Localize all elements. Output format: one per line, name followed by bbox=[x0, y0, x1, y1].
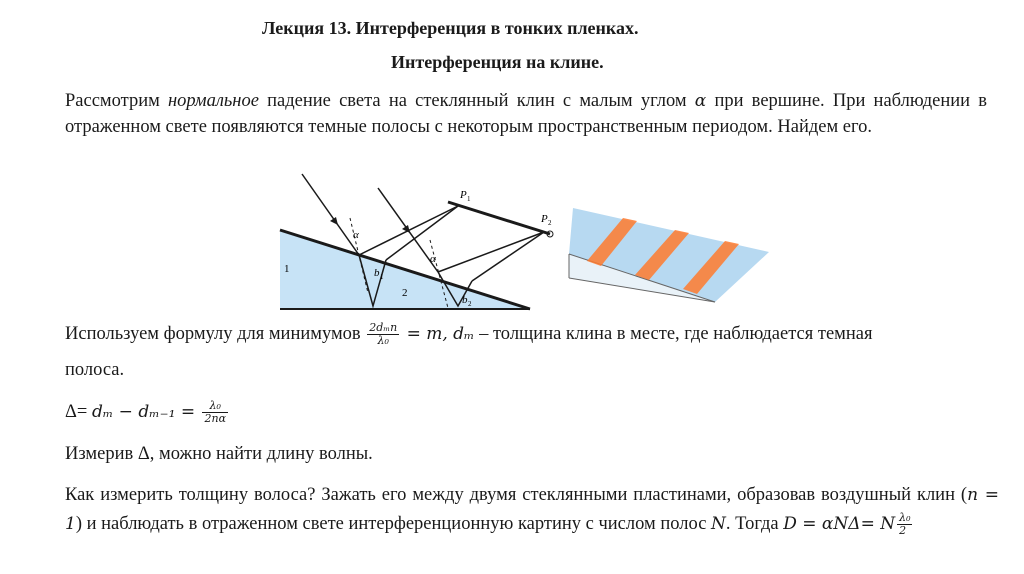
intro-alpha: α bbox=[694, 91, 707, 111]
reflected-ray-2a bbox=[438, 232, 544, 272]
label-b1-sub: 1 bbox=[380, 273, 384, 281]
hair-text-2: ) и наблюдать в отраженном свете интерференционную картину с числом полос bbox=[75, 514, 712, 534]
hair-text-3: . Тогда bbox=[725, 514, 784, 534]
wedge-ray-diagram bbox=[278, 168, 560, 314]
min-formula-line bbox=[65, 322, 873, 347]
intro-italic-word: нормальное bbox=[168, 91, 259, 111]
delta-lhs: Δ= bbox=[65, 401, 92, 422]
min-formula-desc: – толщина клина в месте, где наблюдается темная bbox=[474, 323, 873, 344]
min-formula-continuation: полоса. bbox=[65, 360, 125, 380]
screen-line bbox=[448, 202, 550, 234]
hair-text-1: Как измерить толщину волоса? Зажать его между двумя стеклянными пластинами, образовав воздушный клин ( bbox=[65, 485, 968, 505]
delta-expr: dₘ − dₘ₋₁ = bbox=[91, 401, 201, 422]
hair-formula: D = αNΔ= N bbox=[783, 514, 896, 534]
min-formula-fraction bbox=[367, 322, 399, 347]
reflected-ray-1a bbox=[359, 206, 458, 255]
hair-fraction bbox=[897, 512, 912, 537]
label-alpha-2: α bbox=[430, 253, 436, 265]
intro-text-2: падение света на стеклянный клин с малым углом bbox=[258, 91, 695, 111]
delta-fraction bbox=[202, 400, 228, 425]
min-formula-equals: = m, bbox=[401, 323, 454, 344]
reflected-ray-2b bbox=[472, 232, 544, 281]
min-fraction-num: 2dₘn bbox=[369, 321, 398, 334]
hair-fraction-den: 2 bbox=[899, 524, 907, 538]
delta-fraction-num: λ₀ bbox=[202, 400, 228, 413]
wedge-fringe-illustration bbox=[565, 206, 775, 304]
hair-N: N bbox=[711, 514, 726, 534]
label-b1: b bbox=[374, 267, 380, 279]
intro-paragraph bbox=[65, 88, 987, 140]
label-p2: P bbox=[541, 213, 548, 225]
hair-paragraph bbox=[65, 481, 999, 539]
lecture-title: Лекция 13. Интерференция в тонких пленках. bbox=[262, 18, 639, 38]
label-alpha-1: α bbox=[353, 229, 359, 241]
min-fraction-den: λ₀ bbox=[377, 334, 389, 347]
delta-formula-line bbox=[65, 400, 230, 425]
intro-text-1: Рассмотрим bbox=[65, 91, 168, 111]
section-subtitle: Интерференция на клине. bbox=[391, 52, 604, 72]
label-p1: P bbox=[460, 189, 467, 201]
label-b2: b bbox=[462, 294, 468, 306]
min-formula-intro: Используем формулу для минимумов bbox=[65, 323, 366, 344]
delta-fraction-den: 2nα bbox=[204, 412, 226, 425]
label-medium-2: 2 bbox=[402, 287, 408, 299]
min-formula-dm: dₘ bbox=[453, 323, 475, 344]
label-p2-sub: 2 bbox=[548, 219, 552, 227]
intro-text-3: при вершине. При наблюдении в отраженном свете появляются темные полосы с некоторым пространственным периодом. Найдем его. bbox=[65, 91, 987, 137]
measure-line: Измерив Δ, можно найти длину волны. bbox=[65, 444, 373, 464]
hair-n-eq: n = 1 bbox=[65, 485, 999, 534]
hair-fraction-num: λ₀ bbox=[899, 511, 911, 525]
label-b2-sub: 2 bbox=[468, 300, 472, 308]
label-p1-sub: 1 bbox=[467, 195, 471, 203]
label-medium-1: 1 bbox=[284, 263, 290, 275]
